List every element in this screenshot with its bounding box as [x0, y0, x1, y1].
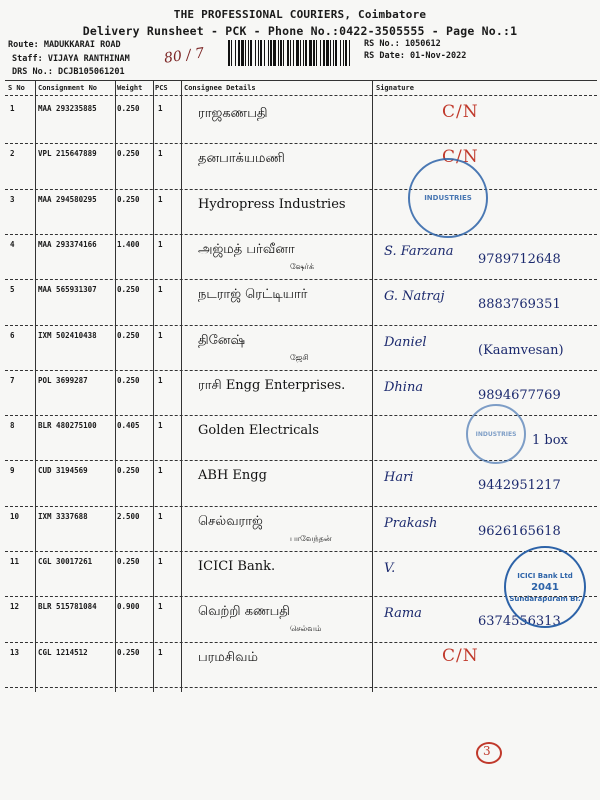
row-pcs: 1: [158, 647, 163, 657]
barcode-bar: [245, 40, 246, 66]
row-signature: Prakash: [384, 515, 438, 531]
column-header: Signature: [376, 84, 414, 92]
row-consignee: அஜ்மத் பர்வீனா: [198, 241, 295, 257]
row-consignee: நடராஜ் ரெட்டியார்: [198, 287, 308, 303]
barcode: [228, 40, 352, 66]
column-divider: [35, 80, 36, 692]
row-divider: [5, 143, 597, 144]
row-sno: 6: [10, 330, 15, 340]
barcode-bar: [326, 40, 329, 66]
row-consignment-no: MAA 294580295: [38, 194, 97, 204]
row-sno: 1: [10, 104, 15, 113]
row-consignment-no: MAA 293374166: [38, 239, 97, 249]
row-consignee: ICICI Bank.: [198, 559, 276, 574]
drs-label: DRS No.: DCJB105061201: [12, 67, 125, 77]
row-divider: [5, 687, 597, 688]
barcode-bar: [296, 40, 299, 66]
row-weight: 0.250: [117, 194, 140, 204]
row-pcs: 1: [158, 194, 163, 204]
row-consignee: பரமசிவம்: [198, 649, 258, 665]
column-header: Weight: [117, 84, 143, 92]
row-consignment-no: BLR 480275100: [38, 421, 97, 431]
barcode-bar: [349, 40, 350, 66]
row-consignee: Golden Electricals: [198, 423, 319, 439]
icici-stamp: [504, 546, 586, 628]
barcode-bar: [316, 40, 317, 66]
industries-stamp-faint: INDUSTRIES: [466, 404, 526, 464]
industries-stamp: INDUSTRIES: [408, 158, 488, 238]
row-sno: 7: [10, 375, 15, 385]
barcode-bar: [270, 40, 272, 66]
column-divider: [372, 80, 373, 692]
barcode-bar: [309, 40, 312, 66]
row-signature-note: 9442951217: [478, 478, 561, 494]
row-signature: Dhina: [384, 379, 424, 395]
row-consignment-no: VPL 215647889: [38, 149, 97, 159]
row-weight: 0.250: [117, 466, 140, 476]
barcode-bar: [235, 40, 236, 66]
row-divider: [5, 551, 597, 552]
barcode-bar: [287, 40, 289, 66]
row-divider: [5, 642, 597, 643]
row-divider: [5, 279, 597, 280]
row-consignee: ராசி Engg Enterprises.: [198, 377, 346, 393]
barcode-bar: [231, 40, 232, 66]
icici-stamp-year: 2041: [531, 581, 559, 593]
row-consignee-note: ஷேர்க்: [290, 261, 314, 271]
row-divider: [5, 325, 597, 326]
barcode-bar: [264, 40, 265, 66]
row-signature: Daniel: [384, 334, 427, 350]
row-weight: 0.250: [117, 330, 140, 340]
row-signature: V.: [384, 561, 396, 576]
table-header-rule: [5, 95, 597, 96]
row-divider: [5, 370, 597, 371]
barcode-bar: [343, 40, 344, 66]
barcode-bar: [268, 40, 269, 66]
row-pcs: 1: [158, 375, 163, 385]
row-signature: S. Farzana: [384, 243, 454, 259]
row-consignee: ABH Engg: [198, 468, 267, 484]
rs-no-label: RS No.: 1050612: [364, 39, 441, 49]
barcode-bar: [255, 40, 256, 66]
row-consignee: தினேஷ்: [198, 332, 246, 348]
barcode-bar: [248, 40, 249, 66]
barcode-bar: [333, 40, 334, 66]
barcode-bar: [330, 40, 331, 66]
row-consignment-no: POL 3699287: [38, 375, 88, 385]
column-divider: [115, 80, 116, 692]
row-signature-note: 8883769351: [478, 297, 561, 313]
row-signature: C/N: [442, 645, 479, 666]
barcode-bar: [260, 40, 262, 66]
row-weight: 0.250: [117, 647, 140, 657]
row-signature: G. Natraj: [384, 289, 445, 305]
column-divider: [181, 80, 182, 692]
row-pcs: 1: [158, 466, 163, 476]
row-consignment-no: BLR 515781084: [38, 602, 97, 612]
row-consignee-note: பாவேந்தன்: [290, 533, 332, 543]
row-sno: 13: [10, 647, 20, 657]
row-signature-note: 9894677769: [478, 387, 561, 403]
handwritten-count: 80 / 7: [163, 45, 206, 67]
barcode-bar: [278, 40, 279, 66]
barcode-bar: [238, 40, 240, 66]
rs-date-label: RS Date: 01-Nov-2022: [364, 51, 467, 61]
row-weight: 0.900: [117, 602, 140, 612]
row-pcs: 1: [158, 149, 163, 159]
row-consignment-no: IXM 3337688: [38, 511, 88, 521]
row-signature: Hari: [384, 470, 414, 486]
row-weight: 0.250: [117, 104, 140, 113]
row-signature-note: 9789712648: [478, 251, 561, 267]
row-weight: 0.250: [117, 149, 140, 159]
row-sno: 10: [10, 511, 20, 521]
table-top-rule: [5, 80, 597, 81]
row-consignee: Hydropress Industries: [198, 196, 346, 212]
row-divider: [5, 506, 597, 507]
row-pcs: 1: [158, 511, 163, 521]
row-weight: 0.405: [117, 421, 140, 431]
row-weight: 0.250: [117, 557, 140, 566]
barcode-bar: [320, 40, 321, 66]
row-pcs: 1: [158, 285, 163, 295]
barcode-bar: [293, 40, 294, 66]
column-header: S No: [8, 84, 25, 92]
row-consignment-no: CUD 3194569: [38, 466, 88, 476]
row-consignment-no: CGL 1214512: [38, 647, 88, 657]
row-sno: 8: [10, 421, 15, 431]
barcode-bar: [258, 40, 259, 66]
row-sno: 5: [10, 285, 15, 295]
row-signature-note: 6374556313: [478, 614, 561, 630]
row-consignment-no: MAA 565931307: [38, 285, 97, 295]
icici-stamp-line1: ICICI Bank Ltd: [517, 571, 573, 580]
row-sno: 9: [10, 466, 15, 476]
barcode-bar: [345, 40, 347, 66]
column-divider: [153, 80, 154, 692]
barcode-bar: [273, 40, 276, 66]
row-pcs: 1: [158, 421, 163, 431]
footer-mark: 3: [483, 744, 491, 758]
barcode-bar: [283, 40, 284, 66]
barcode-bar: [228, 40, 230, 66]
row-divider: [5, 189, 597, 190]
row-consignment-no: IXM 502410438: [38, 330, 97, 340]
icici-stamp-line2: Sundarapuram Br.: [509, 594, 581, 603]
staff-label: Staff: VIJAYA RANTHINAM: [12, 54, 130, 64]
row-consignee: தனபாக்யமணி: [198, 151, 285, 167]
barcode-bar: [250, 40, 252, 66]
row-sno: 2: [10, 149, 15, 159]
barcode-bar: [335, 40, 337, 66]
row-weight: 2.500: [117, 511, 140, 521]
row-pcs: 1: [158, 239, 163, 249]
row-sno: 12: [10, 602, 20, 612]
page-title: THE PROFESSIONAL COURIERS, Coimbatore: [173, 8, 427, 21]
row-weight: 1.400: [117, 239, 140, 249]
barcode-bar: [241, 40, 244, 66]
row-consignment-no: MAA 293235885: [38, 104, 97, 113]
row-sno: 4: [10, 239, 15, 249]
barcode-bar: [323, 40, 325, 66]
barcode-bar: [305, 40, 307, 66]
route-label: Route: MADUKKARAI ROAD: [8, 40, 121, 50]
barcode-bar: [313, 40, 315, 66]
row-signature: Rama: [384, 606, 422, 622]
row-consignee-note: ஜேசி: [290, 352, 309, 362]
row-consignment-no: CGL 30017261: [38, 557, 93, 566]
column-header: Consignee Details: [184, 84, 256, 92]
row-sno: 3: [10, 194, 15, 204]
row-pcs: 1: [158, 104, 163, 113]
row-weight: 0.250: [117, 375, 140, 385]
barcode-bar: [340, 40, 341, 66]
row-sno: 11: [10, 557, 20, 566]
row-consignee: செல்வராஜ்: [198, 513, 263, 529]
row-consignee-note: செல்வம்: [290, 624, 322, 634]
row-signature: C/N: [442, 102, 479, 122]
column-header: Consignment No: [38, 84, 98, 92]
barcode-bar: [303, 40, 304, 66]
barcode-bar: [290, 40, 291, 66]
row-weight: 0.250: [117, 285, 140, 295]
row-pcs: 1: [158, 602, 163, 612]
row-pcs: 1: [158, 330, 163, 340]
row-divider: [5, 234, 597, 235]
column-header: PCS: [155, 84, 168, 92]
row-signature-note: (Kaamvesan): [478, 342, 564, 358]
barcode-bar: [280, 40, 282, 66]
row-consignee: ராஜகணபதி: [198, 106, 268, 121]
barcode-bar: [300, 40, 301, 66]
row-signature: C/N: [442, 147, 479, 168]
row-signature-note: 1 box: [532, 433, 568, 449]
page-subtitle: Delivery Runsheet - PCK - Phone No.:0422-3505555 - Page No.:1: [82, 24, 518, 38]
row-consignee: வெற்றி கணபதி: [198, 604, 290, 620]
row-signature-note: 9626165618: [478, 523, 561, 539]
row-pcs: 1: [158, 557, 163, 566]
